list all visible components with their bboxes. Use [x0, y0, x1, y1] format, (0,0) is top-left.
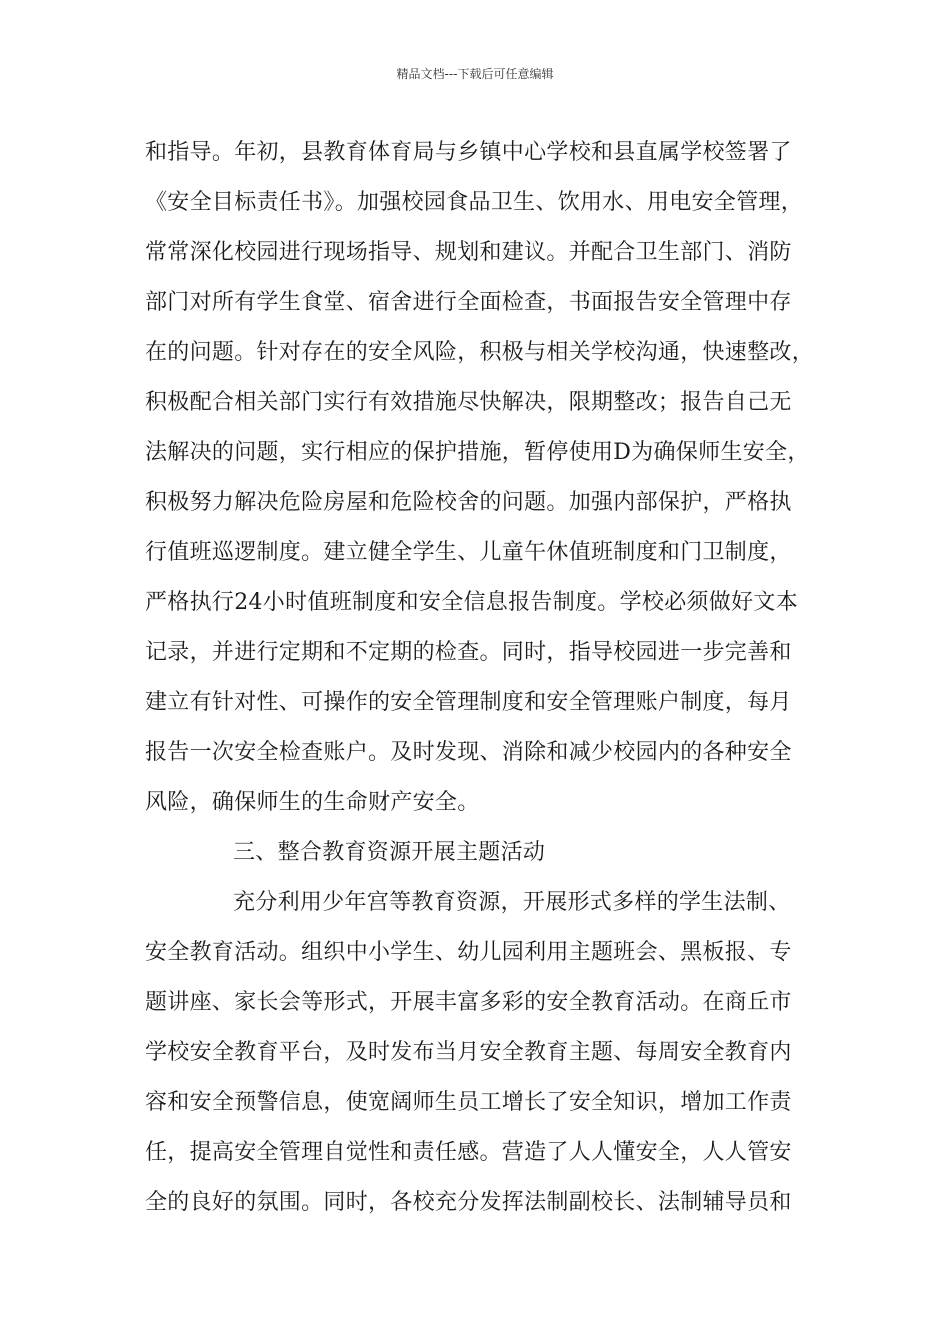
text-line: 学校安全教育平台，及时发布当月安全教育主题、每周安全教育内 — [145, 1040, 792, 1065]
text-line: 建立有针对性、可操作的安全管理制度和安全管理账户制度，每月 — [145, 690, 792, 715]
document-body — [145, 128, 815, 1228]
text-line: 任，提高安全管理自觉性和责任感。营造了人人懂安全，人人管安 — [145, 1140, 792, 1165]
text-line: 部门对所有学生食堂、宿舍进行全面检查，书面报告安全管理中存 — [145, 290, 792, 315]
text-line: 充分利用少年宫等教育资源，开展形式多样的学生法制、 — [233, 890, 791, 915]
text-line: 容和安全预警信息，使宽阔师生员工增长了安全知识，增加工作责 — [145, 1090, 792, 1115]
text-line: 全的良好的氛围。同时，各校充分发挥法制副校长、法制辅导员和 — [145, 1190, 792, 1215]
text-line: 在的问题。针对存在的安全风险，积极与相关学校沟通，快速整改， — [145, 340, 815, 365]
text-line: 报告一次安全检查账户。及时发现、消除和减少校园内的各种安全 — [145, 740, 792, 765]
text-line: 法解决的问题，实行相应的保护措施，暂停使用D为确保师生安全， — [145, 440, 810, 465]
text-line: 行值班巡逻制度。建立健全学生、儿童午休值班制度和门卫制度， — [145, 540, 792, 565]
text-line: 常常深化校园进行现场指导、规划和建议。并配合卫生部门、消防 — [145, 240, 792, 265]
text-line: 积极努力解决危险房屋和危险校舍的问题。加强内部保护，严格执 — [145, 490, 792, 515]
text-line: 严格执行24小时值班制度和安全信息报告制度。学校必须做好文本 — [145, 590, 798, 615]
page-header: 精品文档---下载后可任意编辑 — [396, 67, 554, 81]
text-line: 《安全目标责任书》。加强校园食品卫生、饮用水、用电安全管理， — [145, 190, 804, 215]
text-line: 安全教育活动。组织中小学生、幼儿园利用主题班会、黑板报、专 — [145, 940, 792, 965]
text-line: 记录，并进行定期和不定期的检查。同时，指导校园进一步完善和 — [145, 640, 792, 665]
text-line: 题讲座、家长会等形式，开展丰富多彩的安全教育活动。在商丘市 — [145, 990, 792, 1015]
text-line: 积极配合相关部门实行有效措施尽快解决，限期整改；报告自己无 — [145, 390, 792, 415]
section-heading: 三、整合教育资源开展主题活动 — [233, 840, 546, 865]
text-line: 风险，确保师生的生命财产安全。 — [145, 790, 480, 815]
text-line: 和指导。年初，县教育体育局与乡镇中心学校和县直属学校签署了 — [145, 140, 792, 165]
